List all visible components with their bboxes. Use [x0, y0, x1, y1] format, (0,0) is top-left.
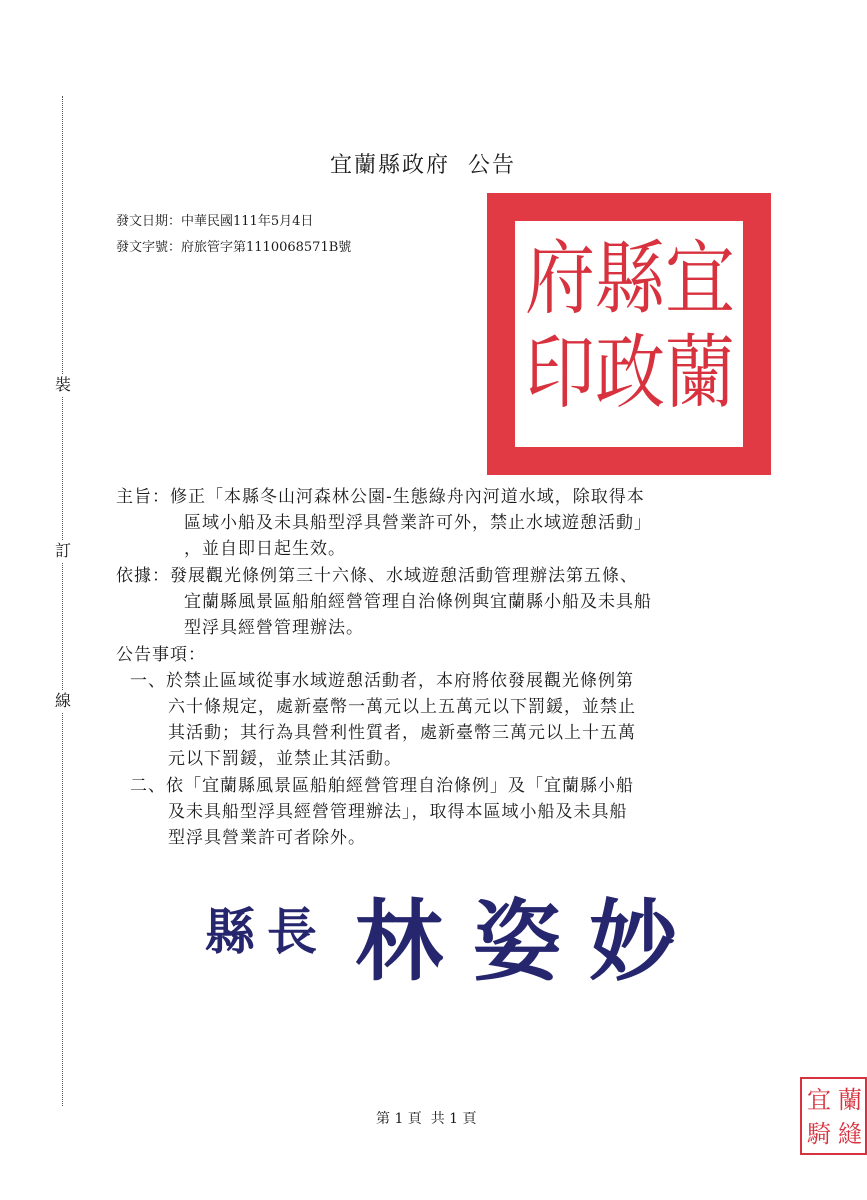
basis-line-1: 依據：發展觀光條例第三十六條、水域遊憩活動管理辦法第五條、	[116, 566, 638, 586]
page-number: 第 1 頁 共 1 頁	[376, 1111, 477, 1127]
binding-char-ding: 訂	[52, 540, 74, 562]
basis-line-3: 型浮具經營管理辦法。	[184, 618, 364, 638]
small-seal-glyph-3: 騎	[807, 1120, 831, 1148]
binding-line	[62, 96, 63, 1106]
seal-glyph-lan: 蘭	[665, 325, 735, 421]
seal-glyph-yin: 印	[525, 325, 595, 421]
item-1-line-1: 一、於禁止區域從事水域遊憩活動者，本府將依發展觀光條例第	[130, 671, 634, 691]
seal-glyph-fu: 府	[525, 231, 595, 327]
subject-line-1: 主旨：修正「本縣冬山河森林公園-生態綠舟內河道水域，除取得本	[116, 487, 645, 507]
signature-name-char-2: 姿	[473, 889, 562, 993]
issue-date: 發文日期：中華民國111年5月4日	[116, 214, 314, 229]
small-seal-glyph-1: 宜	[807, 1086, 831, 1114]
signature-title-char-2: 長	[267, 902, 317, 961]
binding-char-xian: 線	[52, 690, 74, 712]
document-number: 發文字號：府旅管字第1110068571B號	[116, 240, 352, 255]
seal-glyph-yi: 宜	[665, 231, 735, 327]
item-2-line-1: 二、依「宜蘭縣風景區船舶經營管理自治條例」及「宜蘭縣小船	[130, 776, 634, 796]
item-1-line-4: 元以下罰鍰，並禁止其活動。	[168, 749, 402, 769]
signature-name-char-1: 林	[355, 889, 444, 993]
item-2-line-3: 型浮具營業許可者除外。	[168, 828, 366, 848]
subject-line-3: ，並自即日起生效。	[184, 539, 346, 559]
seal-glyph-xian: 縣	[595, 231, 665, 327]
binding-char-zhuang: 裝	[52, 374, 74, 396]
item-2-line-2: 及未具船型浮具經營管理辦法」，取得本區域小船及未具船	[168, 802, 628, 822]
small-seal-glyph-2: 蘭	[838, 1086, 862, 1114]
verification-seal	[800, 1077, 867, 1155]
subject-line-2: 區域小船及未具船型浮具營業許可外，禁止水域遊憩活動」	[184, 513, 652, 533]
official-seal	[487, 193, 771, 475]
signature-name-char-3: 妙	[589, 889, 678, 993]
signature-title-char-1: 縣	[205, 902, 255, 961]
item-1-line-3: 其活動；其行為具營利性質者，處新臺幣三萬元以上十五萬	[168, 723, 636, 743]
seal-glyph-zheng: 政	[595, 325, 665, 421]
seal-inner-field	[515, 221, 743, 447]
items-heading: 公告事項：	[116, 645, 206, 665]
item-1-line-2: 六十條規定，處新臺幣一萬元以上五萬元以下罰鍰，並禁止	[168, 697, 636, 717]
document-title: 宜蘭縣政府 公告	[330, 153, 516, 178]
small-seal-glyph-4: 縫	[838, 1120, 862, 1148]
basis-line-2: 宜蘭縣風景區船舶經營管理自治條例與宜蘭縣小船及未具船	[184, 592, 652, 612]
magistrate-signature	[205, 878, 685, 993]
